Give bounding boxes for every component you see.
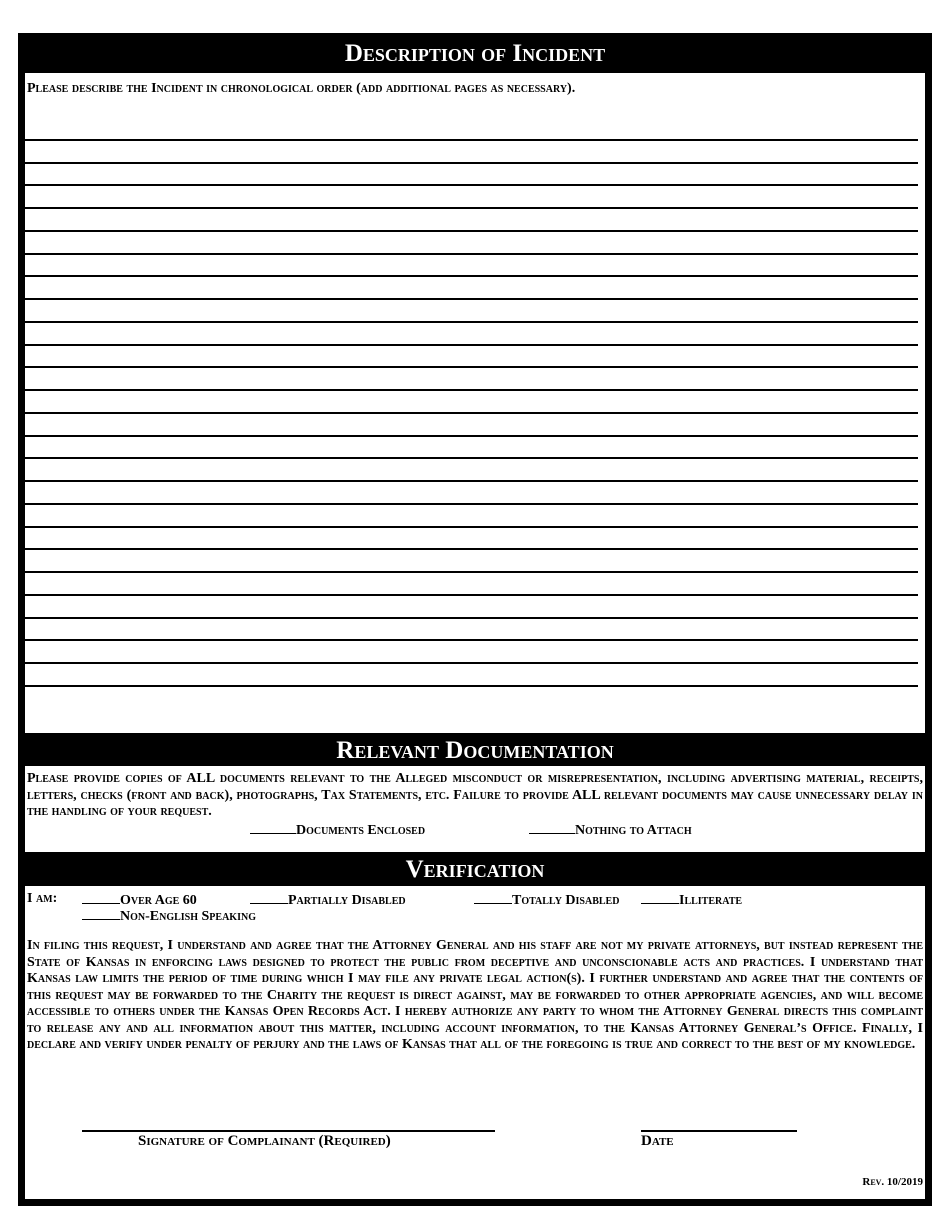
writing-line[interactable] [25,255,918,278]
totally-disabled-label: Totally Disabled [512,893,620,908]
writing-line[interactable] [25,141,918,164]
writing-line[interactable] [25,118,918,141]
illiterate-option[interactable] [641,891,742,909]
form-page [25,33,925,1199]
writing-line[interactable] [25,368,918,391]
writing-line[interactable] [25,437,918,460]
description-header: Description of Incident [25,33,925,73]
nothing-to-attach-option[interactable] [529,821,692,839]
writing-line[interactable] [25,482,918,505]
over-age-60-label: Over Age 60 [120,893,197,908]
writing-line[interactable] [25,573,918,596]
nothing-to-attach-blank[interactable] [529,821,575,834]
writing-line[interactable] [25,596,918,619]
non-english-label: Non-English Speaking [120,909,256,924]
date-line[interactable] [641,1130,797,1132]
writing-line[interactable] [25,164,918,187]
partially-disabled-option[interactable] [250,891,406,909]
description-instruction: Please describe the Incident in chronological order (add additional pages as necessary). [27,81,576,96]
totally-disabled-blank[interactable] [474,891,512,904]
writing-line[interactable] [25,550,918,573]
writing-line[interactable] [25,323,918,346]
illiterate-label: Illiterate [679,893,743,908]
i-am-label: I am: [27,891,58,906]
writing-line[interactable] [25,459,918,482]
signature-line[interactable] [82,1130,495,1132]
illiterate-blank[interactable] [641,891,679,904]
verification-statement: In filing this request, I understand and agree that the Attorney General and his staff are not my private attorneys, but instead represent the State of Kansas in enforcing laws designed to protect the public from deceptive and unconscionable acts and practices. I understand that Kansas law limits the period of time during which I may file any private legal action(s). I further understand and agree that the contents of this request may be forwarded to the Charity the request is direct against, may be forwarded to other appropriate agencies, and will become accessible to others under the Kansas Open Records Act. I hereby authorize any party to whom the Attorney General directs this complaint to release any and all information about this matter, including account information, to the Kansas Attorney General’s Office. Finally, I declare and verify under penalty of perjury and the laws of Kansas that all of the foregoing is true and correct to the best of my knowledge. [27,938,923,1052]
writing-line[interactable] [25,414,918,437]
writing-line[interactable] [25,664,918,687]
writing-line[interactable] [25,232,918,255]
writing-line[interactable] [25,528,918,551]
form-frame [18,33,932,1206]
totally-disabled-option[interactable] [474,891,619,909]
partially-disabled-label: Partially Disabled [288,893,406,908]
writing-line[interactable] [25,209,918,232]
writing-line[interactable] [25,186,918,209]
documents-enclosed-label: Documents Enclosed [296,823,426,838]
date-label: Date [641,1133,674,1149]
documents-enclosed-blank[interactable] [250,821,296,834]
documents-enclosed-option[interactable] [250,821,425,839]
writing-line[interactable] [25,277,918,300]
non-english-blank[interactable] [82,907,120,920]
writing-line[interactable] [25,300,918,323]
partially-disabled-blank[interactable] [250,891,288,904]
writing-line[interactable] [25,641,918,664]
documentation-instructions: Please provide copies of ALL documents relevant to the Alleged misconduct or misrepresentation, including advertising material, receipts, letters, checks (front and back), photographs, Tax Statements, etc. Failure to provide ALL relevant documents may cause unnecessary delay in the handling of your request. [27,771,923,819]
nothing-to-attach-label: Nothing to Attach [575,823,692,838]
writing-line[interactable] [25,346,918,369]
writing-line[interactable] [25,505,918,528]
signature-label: Signature of Complainant (Required) [138,1133,391,1149]
verification-header: Verification [25,852,925,886]
non-english-option[interactable] [82,907,256,925]
revision-label: Rev. 10/2019 [862,1176,923,1188]
writing-line[interactable] [25,391,918,414]
writing-line[interactable] [25,619,918,642]
description-writing-area[interactable] [25,118,918,687]
documentation-header: Relevant Documentation [25,733,925,766]
over-age-60-blank[interactable] [82,891,120,904]
